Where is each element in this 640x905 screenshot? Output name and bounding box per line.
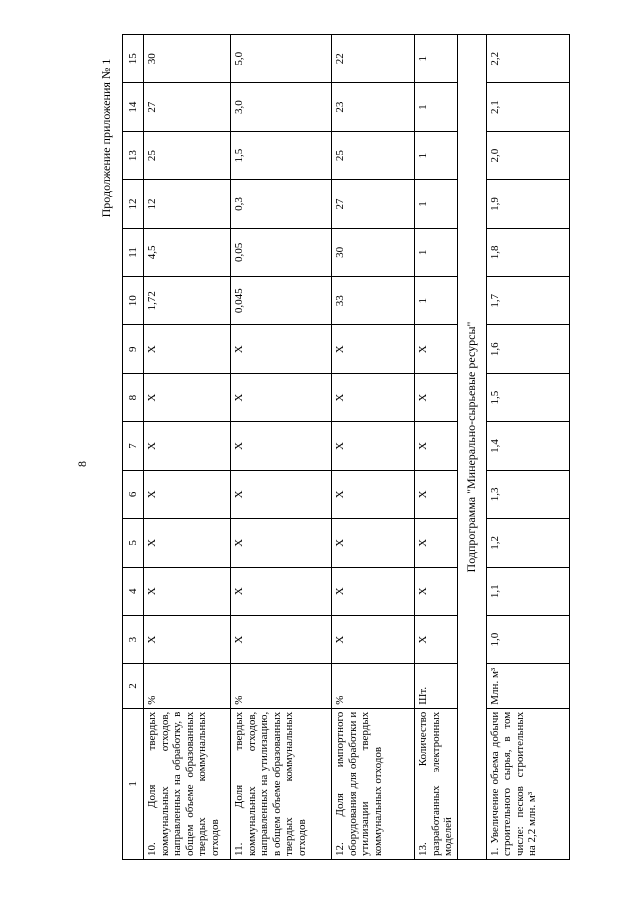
value-cell: 33	[332, 277, 415, 325]
value-cell: X	[332, 615, 415, 663]
value-cell: 27	[332, 180, 415, 228]
value-cell: X	[231, 519, 332, 567]
value-cell: X	[332, 470, 415, 518]
value-cell: 1	[415, 277, 458, 325]
value-cell: 1	[415, 83, 458, 131]
table-row	[144, 35, 231, 860]
unit-cell: Шт.	[415, 664, 458, 708]
value-cell: X	[332, 422, 415, 470]
value-cell: 1,4	[486, 422, 569, 470]
value-cell: X	[332, 567, 415, 615]
table-row	[231, 35, 332, 860]
header-cell: 2	[123, 664, 144, 708]
header-row	[123, 35, 144, 860]
value-cell: X	[231, 422, 332, 470]
value-cell: X	[231, 373, 332, 421]
indicator-description: 12. Доля импортного оборудования для обработки и утилизации твердых коммунальных отходов	[332, 708, 415, 859]
header-cell: 3	[123, 615, 144, 663]
value-cell: X	[415, 470, 458, 518]
value-cell: 0,045	[231, 277, 332, 325]
value-cell: 0,05	[231, 228, 332, 276]
value-cell: 2,2	[486, 35, 569, 83]
unit-cell: %	[332, 664, 415, 708]
continuation-label: Продолжение приложения № 1	[99, 58, 113, 218]
value-cell: 0,3	[231, 180, 332, 228]
value-cell: 2,1	[486, 83, 569, 131]
value-cell: 5,0	[231, 35, 332, 83]
value-cell: X	[144, 567, 231, 615]
value-cell: X	[144, 615, 231, 663]
value-cell: X	[415, 615, 458, 663]
value-cell: X	[332, 519, 415, 567]
value-cell: 27	[144, 83, 231, 131]
value-cell: X	[231, 470, 332, 518]
unit-cell: %	[144, 664, 231, 708]
indicator-description: 13. Количество разработанных электронных моделей	[415, 708, 458, 859]
header-cell: 12	[123, 180, 144, 228]
value-cell: 1	[415, 228, 458, 276]
subprogram-title: Подпрограмма "Минерально-сырьевые ресурсы"	[457, 35, 486, 860]
value-cell: 30	[332, 228, 415, 276]
indicator-description: 10. Доля твердых коммунальных отходов, направленных на обработку, в общем объеме образованных твердых коммунальных отходов	[144, 708, 231, 859]
value-cell: X	[415, 373, 458, 421]
indicator-description: 11. Доля твердых коммунальных отходов, направленных на утилизацию, в общем объеме образованных твердых коммунальных отходов	[231, 708, 332, 859]
header-cell: 5	[123, 519, 144, 567]
value-cell: X	[144, 519, 231, 567]
value-cell: 1,72	[144, 277, 231, 325]
value-cell: 1,3	[486, 470, 569, 518]
value-cell: X	[415, 422, 458, 470]
header-cell: 7	[123, 422, 144, 470]
rotated-table-container	[122, 0, 602, 860]
value-cell: X	[144, 373, 231, 421]
value-cell: 3,0	[231, 83, 332, 131]
unit-cell: %	[231, 664, 332, 708]
table-row	[415, 35, 458, 860]
header-cell: 1	[123, 708, 144, 859]
value-cell: 25	[332, 131, 415, 179]
value-cell: 1,5	[486, 373, 569, 421]
value-cell: X	[332, 325, 415, 373]
value-cell: X	[231, 615, 332, 663]
value-cell: X	[231, 325, 332, 373]
value-cell: 1	[415, 35, 458, 83]
header-cell: 10	[123, 277, 144, 325]
value-cell: X	[415, 325, 458, 373]
table-row	[486, 35, 569, 860]
indicators-table	[122, 34, 570, 860]
header-cell: 14	[123, 83, 144, 131]
header-cell: 11	[123, 228, 144, 276]
value-cell: X	[415, 567, 458, 615]
page-number: 8	[75, 461, 89, 467]
value-cell: 2,0	[486, 131, 569, 179]
header-cell: 8	[123, 373, 144, 421]
unit-cell: Млн. м³	[486, 664, 569, 708]
header-cell: 13	[123, 131, 144, 179]
value-cell: 1,2	[486, 519, 569, 567]
header-cell: 15	[123, 35, 144, 83]
value-cell: 22	[332, 35, 415, 83]
value-cell: X	[231, 567, 332, 615]
value-cell: 1,8	[486, 228, 569, 276]
value-cell: 1	[415, 131, 458, 179]
table-row	[332, 35, 415, 860]
value-cell: 1,7	[486, 277, 569, 325]
value-cell: 1,6	[486, 325, 569, 373]
value-cell: X	[144, 422, 231, 470]
value-cell: 1,1	[486, 567, 569, 615]
value-cell: 1,0	[486, 615, 569, 663]
subprogram-row	[457, 35, 486, 860]
value-cell: 1,9	[486, 180, 569, 228]
header-cell: 6	[123, 470, 144, 518]
value-cell: 30	[144, 35, 231, 83]
value-cell: 4,5	[144, 228, 231, 276]
value-cell: 23	[332, 83, 415, 131]
header-cell: 9	[123, 325, 144, 373]
header-cell: 4	[123, 567, 144, 615]
value-cell: X	[144, 325, 231, 373]
value-cell: X	[332, 373, 415, 421]
value-cell: X	[415, 519, 458, 567]
indicator-description: 1. Увеличение объема добычи строительного сырья, в том числе: песков строительных на 2,2 млн. м³	[486, 708, 569, 859]
value-cell: 12	[144, 180, 231, 228]
value-cell: X	[144, 470, 231, 518]
value-cell: 1	[415, 180, 458, 228]
value-cell: 1,5	[231, 131, 332, 179]
value-cell: 25	[144, 131, 231, 179]
